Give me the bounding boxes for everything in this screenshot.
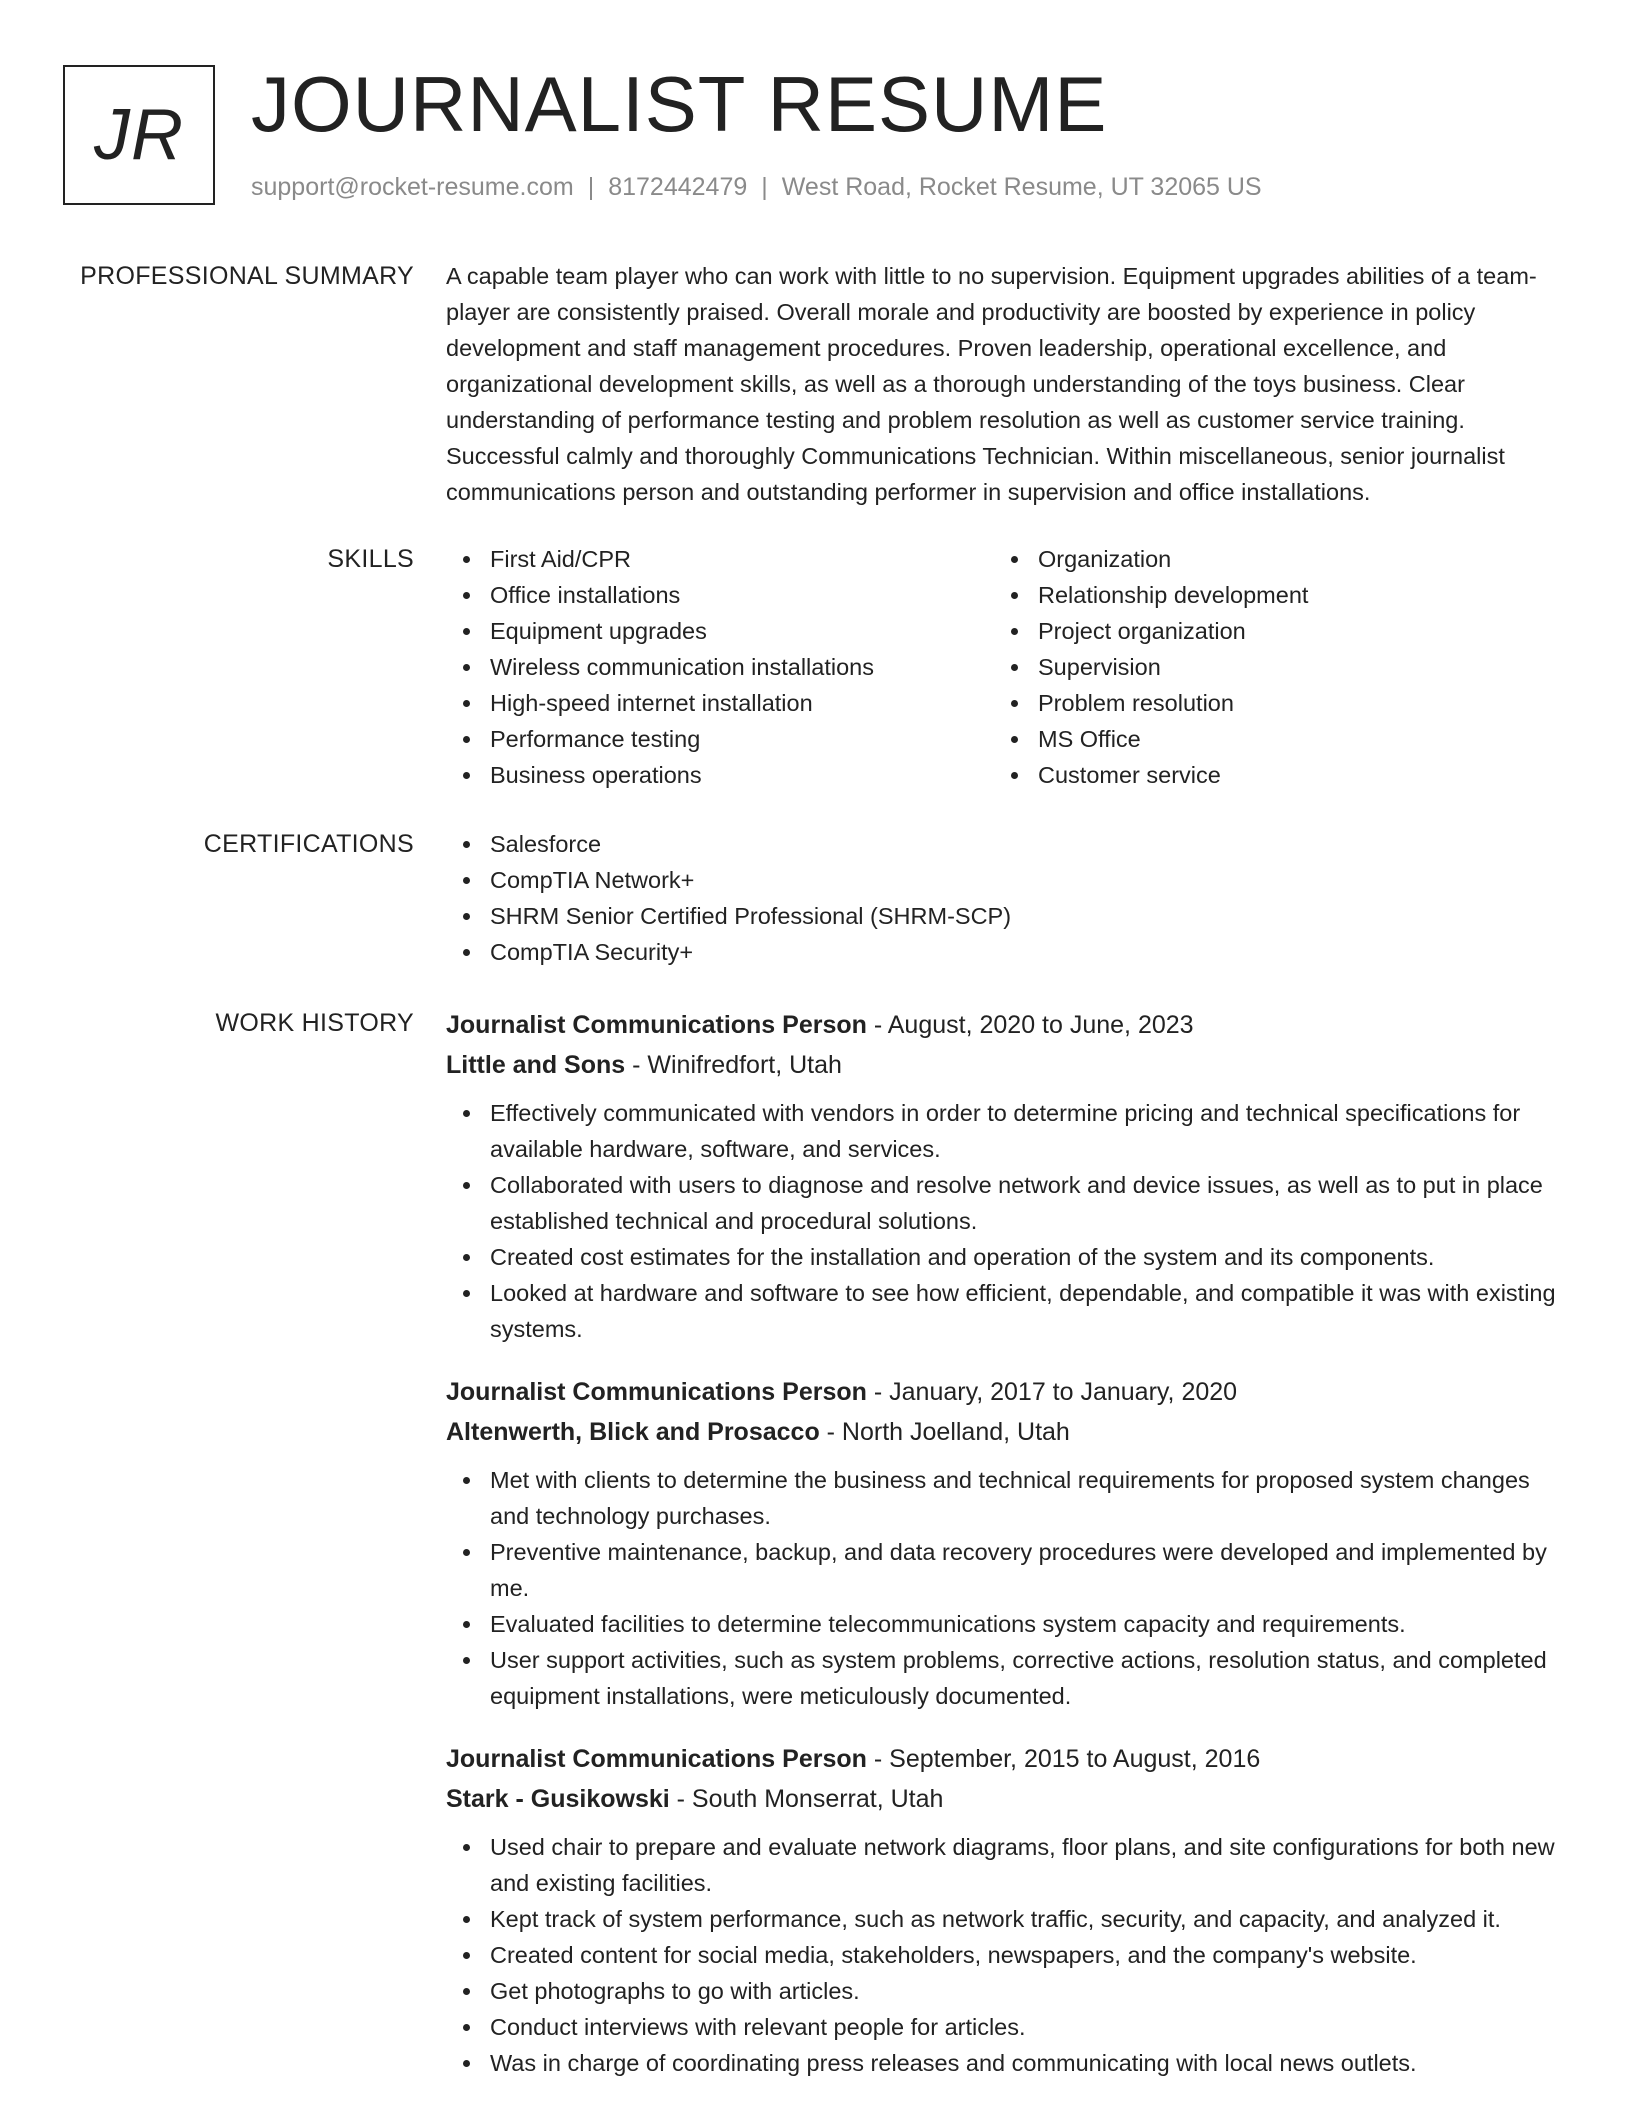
certifications-list [446,826,1571,970]
skill-item: MS Office [994,721,1542,757]
work-history-body [446,1005,1571,2081]
skill-item: High-speed internet installation [446,685,994,721]
skill-item: Performance testing [446,721,994,757]
job-title-line [446,1005,1571,1045]
job-role: Journalist Communications Person [446,1378,867,1406]
job-bullet: Kept track of system performance, such as network traffic, security, and capacity, and analyzed it. [446,1901,1571,1937]
job-dates: - January, 2017 to January, 2020 [866,1378,1238,1406]
contact-line [251,173,1262,202]
job-company-line [446,1412,1571,1452]
skill-item: Organization [994,541,1542,577]
job-dates: - August, 2020 to June, 2023 [866,1011,1194,1039]
job-bullet: Collaborated with users to diagnose and resolve network and device issues, as well as to put in place established technical and procedural solutions. [446,1167,1571,1239]
job-location: - Winifredfort, Utah [625,1051,842,1079]
contact-separator: | [587,173,595,201]
job-bullet: Effectively communicated with vendors in order to determine pricing and technical specifications for available hardware, software, and services. [446,1095,1571,1167]
job-company: Stark - Gusikowski [446,1785,670,1813]
job-location: - South Monserrat, Utah [669,1785,944,1813]
contact-email: support@rocket-resume.com [251,173,574,201]
skills-list-right [994,541,1542,793]
job-bullet: Created content for social media, stakeholders, newspapers, and the company's website. [446,1937,1571,1973]
job-company: Little and Sons [446,1051,626,1079]
summary-heading: PROFESSIONAL SUMMARY [80,262,414,290]
job-bullet: User support activities, such as system problems, corrective actions, resolution status, and completed equipment installations, were meticulously documented. [446,1642,1571,1714]
job-dates: - September, 2015 to August, 2016 [866,1745,1261,1773]
skills-heading: SKILLS [327,545,414,573]
job-location: - North Joelland, Utah [819,1418,1070,1446]
skills-body [446,541,1571,793]
job-title-line [446,1372,1571,1412]
job-company: Altenwerth, Blick and Prosacco [446,1418,820,1446]
job-bullet: Looked at hardware and software to see how efficient, dependable, and compatible it was with existing systems. [446,1275,1571,1347]
skill-item: Wireless communication installations [446,649,994,685]
job-bullets [446,1095,1571,1347]
contact-separator: | [761,173,768,201]
job-company-line [446,1045,1571,1085]
contact-address: West Road, Rocket Resume, UT 32065 US [781,173,1262,201]
skill-item: Business operations [446,757,994,793]
skills-list-left [446,541,994,793]
job-bullet: Preventive maintenance, backup, and data recovery procedures were developed and implemented by me. [446,1534,1571,1606]
skill-item: Problem resolution [994,685,1542,721]
summary-body [446,258,1571,510]
job-bullet: Evaluated facilities to determine telecommunications system capacity and requirements. [446,1606,1571,1642]
certification-item: Salesforce [446,826,1571,862]
job-bullets [446,1829,1571,2081]
skill-item: Customer service [994,757,1542,793]
job-title-line [446,1739,1571,1779]
job-entry [446,1372,1571,1714]
job-bullet: Conduct interviews with relevant people for articles. [446,2009,1571,2045]
resume-header [63,60,1583,211]
job-role: Journalist Communications Person [446,1745,867,1773]
contact-phone: 8172442479 [608,173,748,201]
certification-item: CompTIA Network+ [446,862,1571,898]
skill-item: Relationship development [994,577,1542,613]
job-bullets [446,1462,1571,1714]
certifications-heading: CERTIFICATIONS [203,830,414,858]
skill-item: Project organization [994,613,1542,649]
job-entry [446,1739,1571,2081]
job-bullet: Met with clients to determine the business and technical requirements for proposed system changes and technology purchases. [446,1462,1571,1534]
job-bullet: Created cost estimates for the installation and operation of the system and its components. [446,1239,1571,1275]
skill-item: Supervision [994,649,1542,685]
certifications-body [446,826,1571,970]
job-company-line [446,1779,1571,1819]
job-role: Journalist Communications Person [446,1011,867,1039]
skill-item: Equipment upgrades [446,613,994,649]
job-bullet: Was in charge of coordinating press releases and communicating with local news outlets. [446,2045,1571,2081]
certification-item: SHRM Senior Certified Professional (SHRM-SCP) [446,898,1571,934]
certification-item: CompTIA Security+ [446,934,1571,970]
summary-text: A capable team player who can work with little to no supervision. Equipment upgrades abilities of a team-player are consistently praised. Overall morale and productivity are boosted by experience in policy development and staff management procedures. Proven leadership, operational excellence, and organizational development skills, as well as a thorough understanding of the toys business. Clear understanding of performance testing and problem resolution as well as customer service training. Successful calmly and thoroughly Communications Technician. Within miscellaneous, senior journalist communications person and outstanding performer in supervision and office installations. [446,263,1537,505]
skill-item: Office installations [446,577,994,613]
monogram-initials: JR [94,95,184,175]
job-bullet: Get photographs to go with articles. [446,1973,1571,2009]
skill-item: First Aid/CPR [446,541,994,577]
job-entry [446,1005,1571,1347]
monogram-badge [63,65,215,205]
work-history-heading: WORK HISTORY [215,1009,414,1037]
job-bullet: Used chair to prepare and evaluate network diagrams, floor plans, and site configurations for both new and existing facilities. [446,1829,1571,1901]
resume-title: JOURNALIST RESUME [251,60,1108,148]
